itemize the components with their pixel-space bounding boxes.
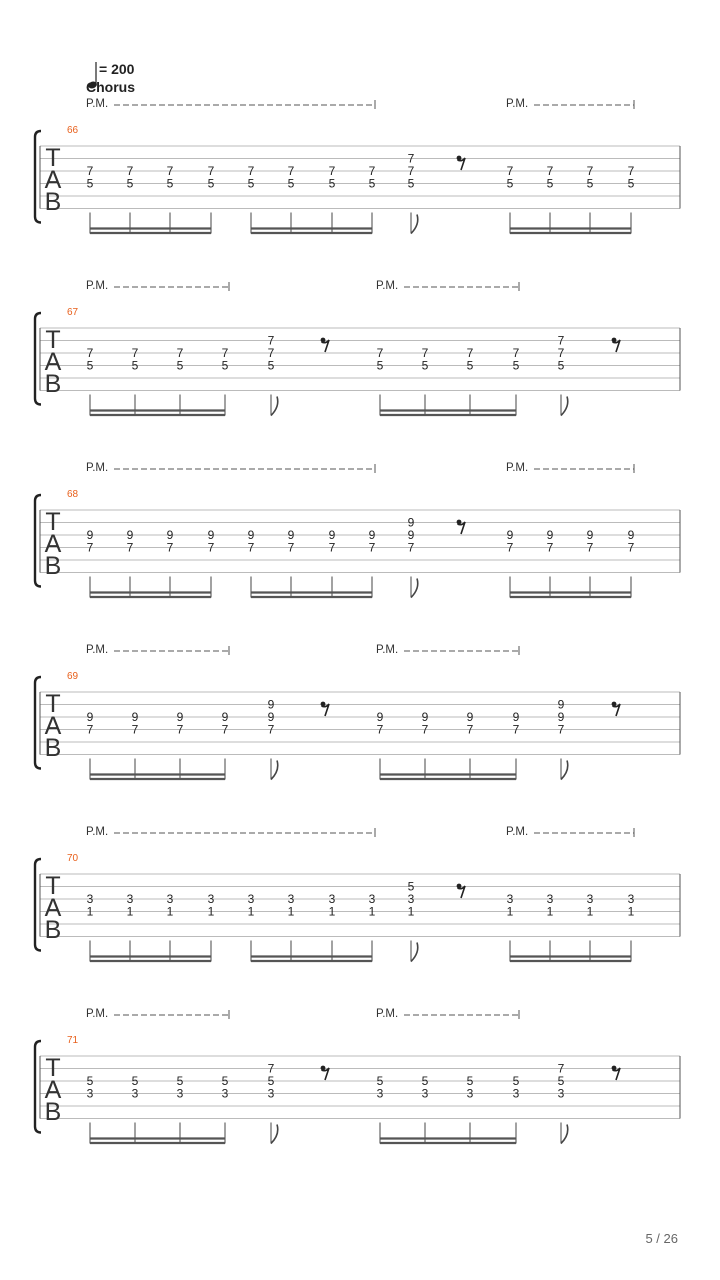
fret-number: 3 bbox=[86, 892, 94, 907]
tab-clef-letter: T bbox=[45, 508, 61, 536]
fret-number: 3 bbox=[176, 1086, 184, 1101]
fret-number: 3 bbox=[207, 892, 215, 907]
note-flag bbox=[271, 1125, 278, 1144]
palm-mute-marking bbox=[506, 826, 634, 838]
measure-number: 66 bbox=[67, 125, 79, 136]
fret-number: 5 bbox=[176, 1074, 184, 1089]
fret-number: 7 bbox=[166, 164, 174, 179]
palm-mute-label: P.M. bbox=[86, 1008, 109, 1020]
eighth-rest-dot bbox=[612, 702, 617, 707]
tab-clef-letter: A bbox=[44, 166, 62, 194]
section-label: Chorus bbox=[86, 79, 135, 95]
palm-mute-marking bbox=[86, 280, 229, 292]
fret-number: 9 bbox=[407, 515, 415, 530]
fret-number: 7 bbox=[328, 540, 336, 555]
fret-number: 1 bbox=[247, 904, 255, 919]
fret-number: 7 bbox=[407, 164, 415, 179]
fret-number: 7 bbox=[421, 346, 429, 361]
fret-number: 1 bbox=[368, 904, 376, 919]
fret-number: 7 bbox=[86, 540, 94, 555]
fret-number: 1 bbox=[546, 904, 554, 919]
tab-clef-letter: T bbox=[45, 872, 61, 900]
fret-number: 3 bbox=[407, 892, 415, 907]
fret-number: 9 bbox=[126, 528, 134, 543]
fret-number: 3 bbox=[557, 1086, 565, 1101]
fret-number: 3 bbox=[86, 1086, 94, 1101]
fret-number: 5 bbox=[368, 176, 376, 191]
tab-clef-letter: A bbox=[44, 348, 62, 376]
fret-number: 5 bbox=[267, 1074, 275, 1089]
fret-number: 7 bbox=[176, 346, 184, 361]
palm-mute-label: P.M. bbox=[86, 98, 109, 110]
fret-number: 3 bbox=[368, 892, 376, 907]
palm-mute-marking bbox=[86, 462, 375, 474]
eighth-rest-icon bbox=[612, 702, 620, 716]
fret-number: 7 bbox=[368, 164, 376, 179]
fret-number: 5 bbox=[176, 358, 184, 373]
fret-number: 5 bbox=[166, 176, 174, 191]
fret-number: 1 bbox=[328, 904, 336, 919]
fret-number: 9 bbox=[368, 528, 376, 543]
fret-number: 5 bbox=[376, 1074, 384, 1089]
eighth-rest-icon bbox=[457, 156, 465, 170]
fret-number: 9 bbox=[466, 710, 474, 725]
fret-number: 9 bbox=[86, 528, 94, 543]
fret-number: 9 bbox=[506, 528, 514, 543]
palm-mute-marking bbox=[376, 280, 519, 292]
fret-number: 7 bbox=[586, 540, 594, 555]
note-flag bbox=[411, 943, 418, 962]
fret-number: 5 bbox=[407, 176, 415, 191]
fret-number: 5 bbox=[466, 1074, 474, 1089]
fret-number: 5 bbox=[557, 1074, 565, 1089]
fret-number: 7 bbox=[86, 164, 94, 179]
fret-number: 9 bbox=[557, 710, 565, 725]
fret-number: 5 bbox=[131, 358, 139, 373]
palm-mute-marking bbox=[376, 644, 519, 656]
eighth-rest-icon bbox=[321, 338, 329, 352]
measure-number: 67 bbox=[67, 307, 79, 318]
fret-number: 5 bbox=[86, 176, 94, 191]
fret-number: 7 bbox=[586, 164, 594, 179]
tab-clef-letter: A bbox=[44, 894, 62, 922]
eighth-rest-dot bbox=[457, 156, 462, 161]
fret-number: 1 bbox=[287, 904, 295, 919]
palm-mute-label: P.M. bbox=[376, 644, 399, 656]
tab-system-70 bbox=[35, 826, 680, 962]
tab-system-68 bbox=[35, 462, 680, 598]
fret-number: 7 bbox=[407, 151, 415, 166]
fret-number: 5 bbox=[86, 1074, 94, 1089]
palm-mute-label: P.M. bbox=[86, 280, 109, 292]
fret-number: 1 bbox=[407, 904, 415, 919]
fret-number: 5 bbox=[546, 176, 554, 191]
tab-clef-letter: T bbox=[45, 1054, 61, 1082]
fret-number: 5 bbox=[586, 176, 594, 191]
fret-number: 3 bbox=[166, 892, 174, 907]
page-number: 5 / 26 bbox=[645, 1231, 678, 1246]
eighth-rest-dot bbox=[612, 338, 617, 343]
tab-clef-letter: A bbox=[44, 1076, 62, 1104]
fret-number: 9 bbox=[166, 528, 174, 543]
eighth-rest-stroke bbox=[322, 1068, 330, 1080]
fret-number: 7 bbox=[287, 164, 295, 179]
fret-number: 7 bbox=[207, 540, 215, 555]
fret-number: 5 bbox=[512, 358, 520, 373]
fret-number: 7 bbox=[512, 346, 520, 361]
palm-mute-marking bbox=[86, 98, 375, 110]
fret-number: 7 bbox=[86, 346, 94, 361]
eighth-rest-dot bbox=[612, 1066, 617, 1071]
fret-number: 7 bbox=[131, 722, 139, 737]
fret-number: 5 bbox=[86, 358, 94, 373]
fret-number: 7 bbox=[166, 540, 174, 555]
fret-number: 1 bbox=[627, 904, 635, 919]
fret-number: 9 bbox=[267, 710, 275, 725]
fret-number: 9 bbox=[557, 697, 565, 712]
tab-clef-letter: T bbox=[45, 144, 61, 172]
fret-number: 7 bbox=[131, 346, 139, 361]
palm-mute-marking bbox=[86, 1008, 229, 1020]
fret-number: 3 bbox=[586, 892, 594, 907]
fret-number: 5 bbox=[131, 1074, 139, 1089]
tab-clef-letter: T bbox=[45, 326, 61, 354]
fret-number: 1 bbox=[207, 904, 215, 919]
eighth-rest-stroke bbox=[613, 1068, 621, 1080]
tab-clef-letter: B bbox=[44, 370, 62, 398]
measure-number: 71 bbox=[67, 1035, 79, 1046]
fret-number: 7 bbox=[328, 164, 336, 179]
fret-number: 7 bbox=[407, 540, 415, 555]
fret-number: 3 bbox=[247, 892, 255, 907]
fret-number: 7 bbox=[506, 540, 514, 555]
fret-number: 7 bbox=[267, 346, 275, 361]
fret-number: 7 bbox=[207, 164, 215, 179]
fret-number: 3 bbox=[267, 1086, 275, 1101]
fret-number: 5 bbox=[267, 358, 275, 373]
fret-number: 7 bbox=[557, 346, 565, 361]
eighth-rest-stroke bbox=[613, 340, 621, 352]
fret-number: 5 bbox=[207, 176, 215, 191]
eighth-rest-stroke bbox=[322, 704, 330, 716]
tab-clef-letter: T bbox=[45, 690, 61, 718]
fret-number: 3 bbox=[126, 892, 134, 907]
fret-number: 7 bbox=[627, 164, 635, 179]
fret-number: 1 bbox=[86, 904, 94, 919]
eighth-rest-icon bbox=[612, 338, 620, 352]
eighth-rest-dot bbox=[457, 884, 462, 889]
fret-number: 7 bbox=[247, 540, 255, 555]
tab-clef-letter: B bbox=[44, 188, 62, 216]
palm-mute-label: P.M. bbox=[86, 644, 109, 656]
tab-system-66 bbox=[35, 98, 680, 234]
fret-number: 7 bbox=[376, 722, 384, 737]
note-flag bbox=[411, 579, 418, 598]
fret-number: 7 bbox=[368, 540, 376, 555]
eighth-rest-dot bbox=[321, 1066, 326, 1071]
palm-mute-label: P.M. bbox=[86, 826, 109, 838]
palm-mute-label: P.M. bbox=[376, 280, 399, 292]
fret-number: 7 bbox=[546, 540, 554, 555]
fret-number: 7 bbox=[267, 722, 275, 737]
fret-number: 5 bbox=[466, 358, 474, 373]
eighth-rest-stroke bbox=[613, 704, 621, 716]
fret-number: 9 bbox=[512, 710, 520, 725]
fret-number: 1 bbox=[586, 904, 594, 919]
fret-number: 9 bbox=[586, 528, 594, 543]
fret-number: 3 bbox=[466, 1086, 474, 1101]
palm-mute-label: P.M. bbox=[86, 462, 109, 474]
fret-number: 5 bbox=[247, 176, 255, 191]
fret-number: 7 bbox=[267, 333, 275, 348]
note-flag bbox=[561, 761, 568, 780]
eighth-rest-stroke bbox=[458, 158, 466, 170]
fret-number: 5 bbox=[506, 176, 514, 191]
palm-mute-marking bbox=[506, 98, 634, 110]
eighth-rest-dot bbox=[321, 702, 326, 707]
fret-number: 5 bbox=[126, 176, 134, 191]
palm-mute-marking bbox=[86, 826, 375, 838]
eighth-rest-stroke bbox=[458, 886, 466, 898]
fret-number: 5 bbox=[512, 1074, 520, 1089]
fret-number: 7 bbox=[627, 540, 635, 555]
eighth-rest-dot bbox=[321, 338, 326, 343]
fret-number: 9 bbox=[328, 528, 336, 543]
fret-number: 3 bbox=[546, 892, 554, 907]
fret-number: 3 bbox=[328, 892, 336, 907]
fret-number: 7 bbox=[267, 1061, 275, 1076]
note-flag bbox=[411, 215, 418, 234]
fret-number: 5 bbox=[627, 176, 635, 191]
fret-number: 9 bbox=[176, 710, 184, 725]
fret-number: 5 bbox=[376, 358, 384, 373]
fret-number: 3 bbox=[627, 892, 635, 907]
tempo-value: = 200 bbox=[99, 61, 135, 77]
fret-number: 1 bbox=[506, 904, 514, 919]
fret-number: 5 bbox=[407, 879, 415, 894]
fret-number: 7 bbox=[512, 722, 520, 737]
fret-number: 7 bbox=[546, 164, 554, 179]
fret-number: 9 bbox=[221, 710, 229, 725]
fret-number: 9 bbox=[131, 710, 139, 725]
fret-number: 5 bbox=[421, 358, 429, 373]
fret-number: 7 bbox=[421, 722, 429, 737]
fret-number: 7 bbox=[376, 346, 384, 361]
fret-number: 7 bbox=[557, 722, 565, 737]
fret-number: 7 bbox=[557, 1061, 565, 1076]
palm-mute-label: P.M. bbox=[506, 462, 529, 474]
fret-number: 7 bbox=[466, 722, 474, 737]
tab-system-69 bbox=[35, 644, 680, 780]
fret-number: 5 bbox=[221, 1074, 229, 1089]
fret-number: 5 bbox=[221, 358, 229, 373]
fret-number: 3 bbox=[506, 892, 514, 907]
palm-mute-marking bbox=[86, 644, 229, 656]
palm-mute-label: P.M. bbox=[506, 98, 529, 110]
measure-number: 68 bbox=[67, 489, 79, 500]
tab-system-71 bbox=[35, 1008, 680, 1144]
fret-number: 9 bbox=[267, 697, 275, 712]
palm-mute-marking bbox=[376, 1008, 519, 1020]
fret-number: 7 bbox=[247, 164, 255, 179]
fret-number: 7 bbox=[506, 164, 514, 179]
measure-number: 70 bbox=[67, 853, 79, 864]
fret-number: 3 bbox=[287, 892, 295, 907]
tab-clef-letter: B bbox=[44, 1098, 62, 1126]
measure-number: 69 bbox=[67, 671, 79, 682]
note-flag bbox=[271, 397, 278, 416]
eighth-rest-icon bbox=[457, 884, 465, 898]
eighth-rest-stroke bbox=[322, 340, 330, 352]
note-flag bbox=[561, 1125, 568, 1144]
note-flag bbox=[271, 761, 278, 780]
fret-number: 5 bbox=[421, 1074, 429, 1089]
fret-number: 1 bbox=[126, 904, 134, 919]
eighth-rest-icon bbox=[612, 1066, 620, 1080]
fret-number: 7 bbox=[221, 722, 229, 737]
tab-system-67 bbox=[35, 280, 680, 416]
tab-clef-letter: A bbox=[44, 712, 62, 740]
palm-mute-label: P.M. bbox=[376, 1008, 399, 1020]
fret-number: 9 bbox=[207, 528, 215, 543]
eighth-rest-dot bbox=[457, 520, 462, 525]
eighth-rest-icon bbox=[457, 520, 465, 534]
fret-number: 3 bbox=[376, 1086, 384, 1101]
fret-number: 5 bbox=[557, 358, 565, 373]
fret-number: 7 bbox=[466, 346, 474, 361]
fret-number: 9 bbox=[247, 528, 255, 543]
palm-mute-label: P.M. bbox=[506, 826, 529, 838]
tab-clef-letter: B bbox=[44, 916, 62, 944]
fret-number: 5 bbox=[287, 176, 295, 191]
fret-number: 9 bbox=[421, 710, 429, 725]
fret-number: 9 bbox=[86, 710, 94, 725]
fret-number: 7 bbox=[86, 722, 94, 737]
fret-number: 7 bbox=[287, 540, 295, 555]
fret-number: 3 bbox=[131, 1086, 139, 1101]
tab-clef-letter: A bbox=[44, 530, 62, 558]
fret-number: 7 bbox=[126, 540, 134, 555]
eighth-rest-icon bbox=[321, 1066, 329, 1080]
fret-number: 9 bbox=[627, 528, 635, 543]
tab-clef-letter: B bbox=[44, 734, 62, 762]
fret-number: 9 bbox=[287, 528, 295, 543]
fret-number: 7 bbox=[126, 164, 134, 179]
eighth-rest-stroke bbox=[458, 522, 466, 534]
fret-number: 7 bbox=[221, 346, 229, 361]
fret-number: 3 bbox=[221, 1086, 229, 1101]
eighth-rest-icon bbox=[321, 702, 329, 716]
fret-number: 7 bbox=[176, 722, 184, 737]
fret-number: 5 bbox=[328, 176, 336, 191]
fret-number: 9 bbox=[546, 528, 554, 543]
fret-number: 7 bbox=[557, 333, 565, 348]
fret-number: 3 bbox=[421, 1086, 429, 1101]
note-flag bbox=[561, 397, 568, 416]
tab-clef-letter: B bbox=[44, 552, 62, 580]
fret-number: 9 bbox=[407, 528, 415, 543]
fret-number: 9 bbox=[376, 710, 384, 725]
palm-mute-marking bbox=[506, 462, 634, 474]
fret-number: 1 bbox=[166, 904, 174, 919]
fret-number: 3 bbox=[512, 1086, 520, 1101]
